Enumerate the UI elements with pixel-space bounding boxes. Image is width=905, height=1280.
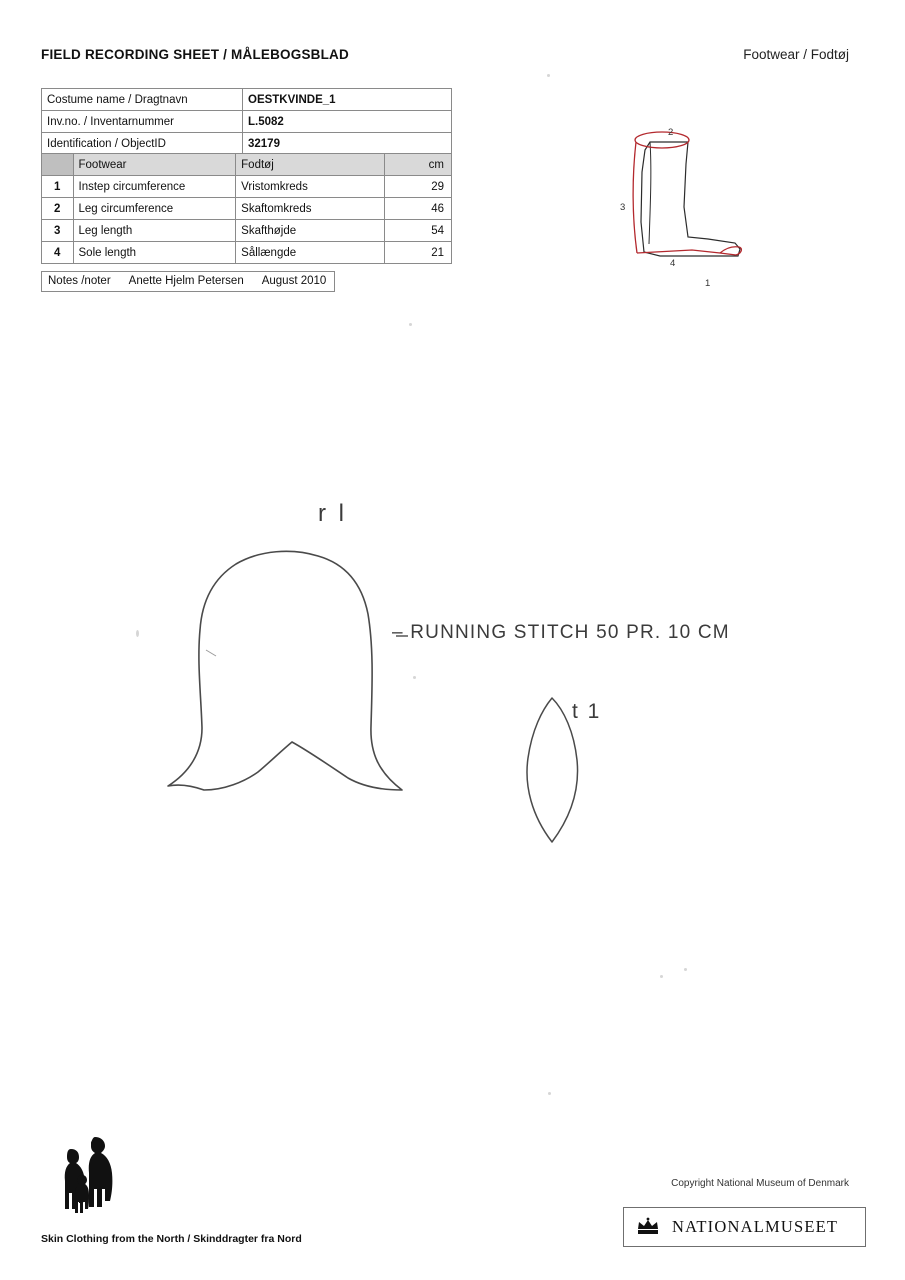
row-value-cm: 54 [385, 220, 452, 242]
table-row [42, 220, 452, 242]
info-key: Identification / ObjectID [42, 133, 243, 155]
info-key: Costume name / Dragtnavn [42, 89, 243, 111]
row-value-cm: 46 [385, 198, 452, 220]
row-index: 2 [42, 198, 74, 220]
diagram-label-sole-length: 4 [670, 258, 676, 269]
nationalmuseet-logo [623, 1207, 866, 1247]
skin-clothing-logo [55, 1133, 121, 1215]
row-label-english: Leg circumference [73, 198, 236, 220]
row-index: 3 [42, 220, 74, 242]
pattern-sketch [140, 490, 840, 870]
notes-author: Anette Hjelm Petersen [128, 275, 244, 287]
diagram-label-instep-circumference: 1 [705, 278, 711, 289]
measurement-table [41, 153, 452, 264]
scan-speck [548, 1092, 551, 1095]
boot-diagram [600, 112, 800, 302]
row-label-danish: Skaftomkreds [236, 198, 385, 220]
crown-icon [624, 1217, 672, 1237]
scan-speck [547, 74, 550, 77]
notes-date: August 2010 [261, 275, 327, 287]
diagram-label-leg-circumference: 2 [668, 127, 674, 138]
row-label-danish: Sållængde [236, 242, 385, 264]
row-label-danish: Vristomkreds [236, 176, 385, 198]
info-key: Inv.no. / Inventarnummer [42, 111, 243, 133]
diagram-label-leg-length: 3 [620, 202, 626, 213]
footer-caption: Skin Clothing from the North / Skinddragter fra Nord [41, 1233, 302, 1245]
table-row [42, 133, 452, 155]
table-row [42, 111, 452, 133]
copyright-text: Copyright National Museum of Denmark [671, 1178, 849, 1189]
column-header-index [42, 154, 74, 176]
category-label: Footwear / Fodtøj [743, 47, 849, 62]
annotation-small-piece-label: t 1 [572, 700, 602, 723]
table-row [42, 176, 452, 198]
row-label-danish: Skafthøjde [236, 220, 385, 242]
scan-speck [136, 630, 139, 637]
scan-speck [660, 975, 663, 978]
museum-name: NATIONALMUSEET [672, 1217, 839, 1236]
table-row [42, 89, 452, 111]
scan-speck [413, 676, 416, 679]
annotation-stitch-note: – RUNNING STITCH 50 PR. 10 CM [392, 622, 730, 643]
scan-speck [684, 968, 687, 971]
scan-speck [409, 323, 412, 326]
notes-box [41, 271, 335, 292]
column-header-danish: Fodtøj [236, 154, 385, 176]
row-label-english: Leg length [73, 220, 236, 242]
row-value-cm: 29 [385, 176, 452, 198]
column-header-english: Footwear [73, 154, 236, 176]
row-value-cm: 21 [385, 242, 452, 264]
info-value: OESTKVINDE_1 [243, 89, 452, 111]
page-title: FIELD RECORDING SHEET / MÅLEBOGSBLAD [41, 47, 349, 62]
annotation-pattern-label: r l [318, 500, 347, 527]
row-label-english: Instep circumference [73, 176, 236, 198]
table-header-row [42, 154, 452, 176]
info-value: L.5082 [243, 111, 452, 133]
object-info-table [41, 88, 452, 155]
info-value: 32179 [243, 133, 452, 155]
table-row [42, 242, 452, 264]
notes-label: Notes /noter [48, 275, 111, 287]
table-row [42, 198, 452, 220]
row-index: 1 [42, 176, 74, 198]
row-label-english: Sole length [73, 242, 236, 264]
column-header-unit: cm [385, 154, 452, 176]
row-index: 4 [42, 242, 74, 264]
